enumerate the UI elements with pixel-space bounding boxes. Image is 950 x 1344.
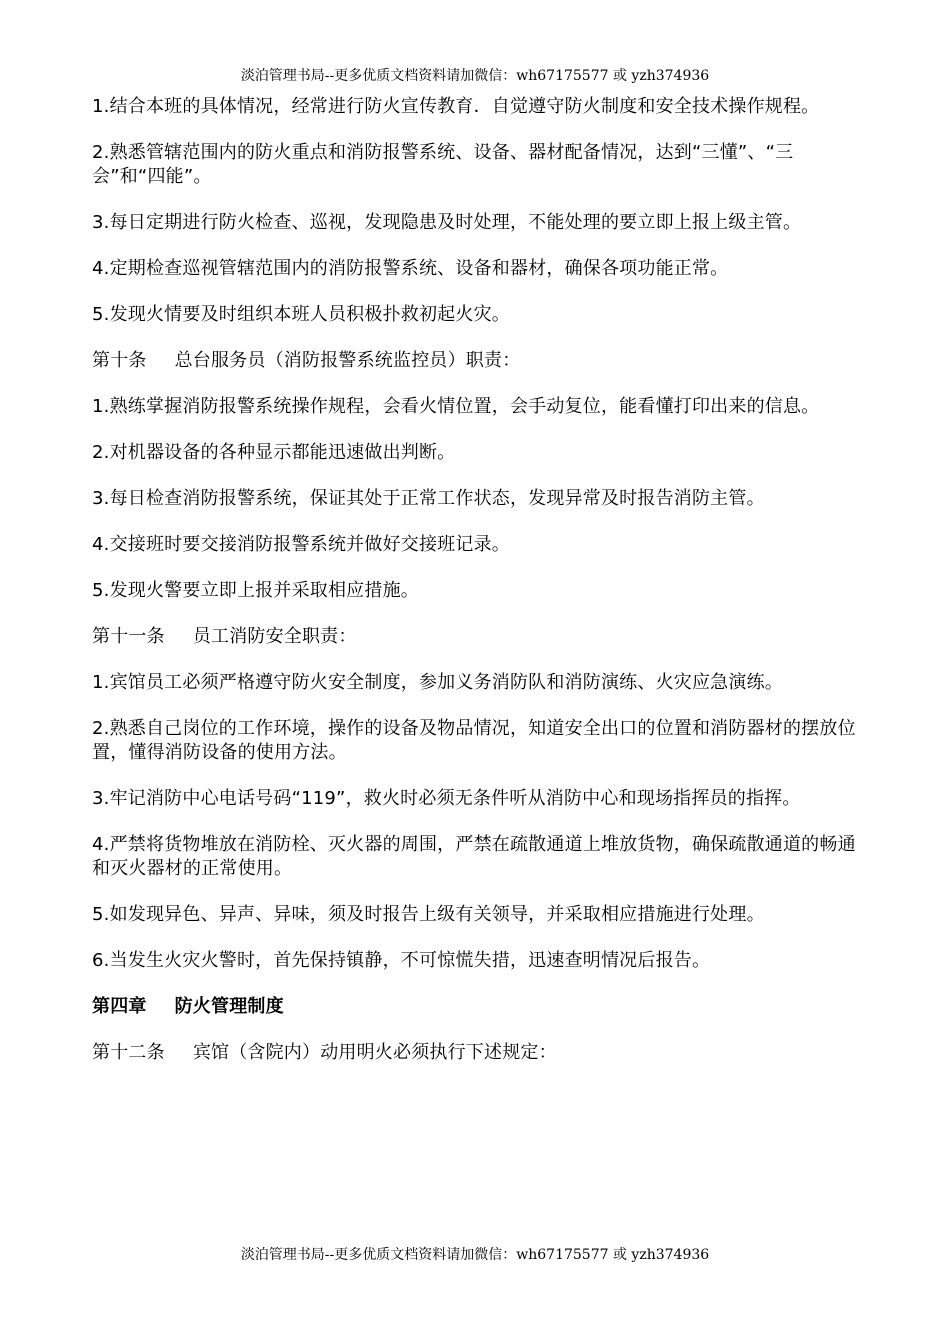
duty-item: 4.定期检查巡视管辖范围内的消防报警系统、设备和器材，确保各项功能正常。 — [92, 258, 729, 279]
duty-item: 3.每日定期进行防火检查、巡视，发现隐患及时处理，不能处理的要立即上报上级主管。 — [92, 212, 802, 233]
duty-item: 4.严禁将货物堆放在消防栓、灭火器的周围，严禁在疏散通道上堆放货物，确保疏散通道的畅通和灭火器材的正常使用。 — [92, 834, 856, 879]
duty-item: 3.牢记消防中心电话号码“119”，救火时必须无条件听从消防中心和现场指挥员的指挥。 — [92, 788, 801, 809]
duty-item: 1.熟练掌握消防报警系统操作规程，会看火情位置，会手动复位，能看懂打印出来的信息。 — [92, 396, 820, 417]
duty-item: 5.发现火情要及时组织本班人员积极扑救初起火灾。 — [92, 304, 510, 325]
article-number: 第十二条 — [92, 1042, 165, 1063]
duty-item: 5.如发现异色、异声、异味，须及时报告上级有关领导，并采取相应措施进行处理。 — [92, 904, 765, 925]
article-number: 第十条 — [92, 350, 147, 371]
duty-item: 1.宾馆员工必须严格遵守防火安全制度，参加义务消防队和消防演练、火灾应急演练。 — [92, 672, 783, 693]
duty-item: 5.发现火警要立即上报并采取相应措施。 — [92, 580, 419, 601]
article-title: 宾馆（含院内）动用明火必须执行下述规定： — [192, 1042, 557, 1063]
duty-item: 2.熟悉自己岗位的工作环境，操作的设备及物品情况，知道安全出口的位置和消防器材的摆放位置，懂得消防设备的使用方法。 — [92, 718, 856, 763]
article-11-heading — [92, 625, 862, 649]
duty-item: 2.对机器设备的各种显示都能迅速做出判断。 — [92, 442, 456, 463]
article-number: 第十一条 — [92, 626, 165, 647]
page-header: 淡泊管理书局--更多优质文档资料请加微信：wh67175577 或 yzh374936 — [240, 68, 710, 84]
document-body — [92, 95, 862, 1087]
article-10-heading — [92, 349, 862, 373]
chapter-4-heading — [92, 995, 862, 1019]
duty-item: 4.交接班时要交接消防报警系统并做好交接班记录。 — [92, 534, 510, 555]
chapter-number: 第四章 — [92, 996, 147, 1017]
article-title: 员工消防安全职责： — [192, 626, 357, 647]
chapter-title: 防火管理制度 — [174, 996, 284, 1017]
duty-item: 6.当发生火灾火警时，首先保持镇静，不可惊慌失措，迅速查明情况后报告。 — [92, 950, 711, 971]
duty-item: 3.每日检查消防报警系统，保证其处于正常工作状态，发现异常及时报告消防主管。 — [92, 488, 765, 509]
duty-item: 1.结合本班的具体情况，经常进行防火宣传教育．自觉遵守防火制度和安全技术操作规程。 — [92, 96, 820, 117]
page-footer: 淡泊管理书局--更多优质文档资料请加微信：wh67175577 或 yzh374936 — [240, 1247, 710, 1263]
article-title: 总台服务员（消防报警系统监控员）职责： — [174, 350, 521, 371]
duty-item: 2.熟悉管辖范围内的防火重点和消防报警系统、设备、器材配备情况，达到“三懂”、“三会”和“四能”。 — [92, 142, 794, 187]
article-12-heading — [92, 1041, 862, 1065]
